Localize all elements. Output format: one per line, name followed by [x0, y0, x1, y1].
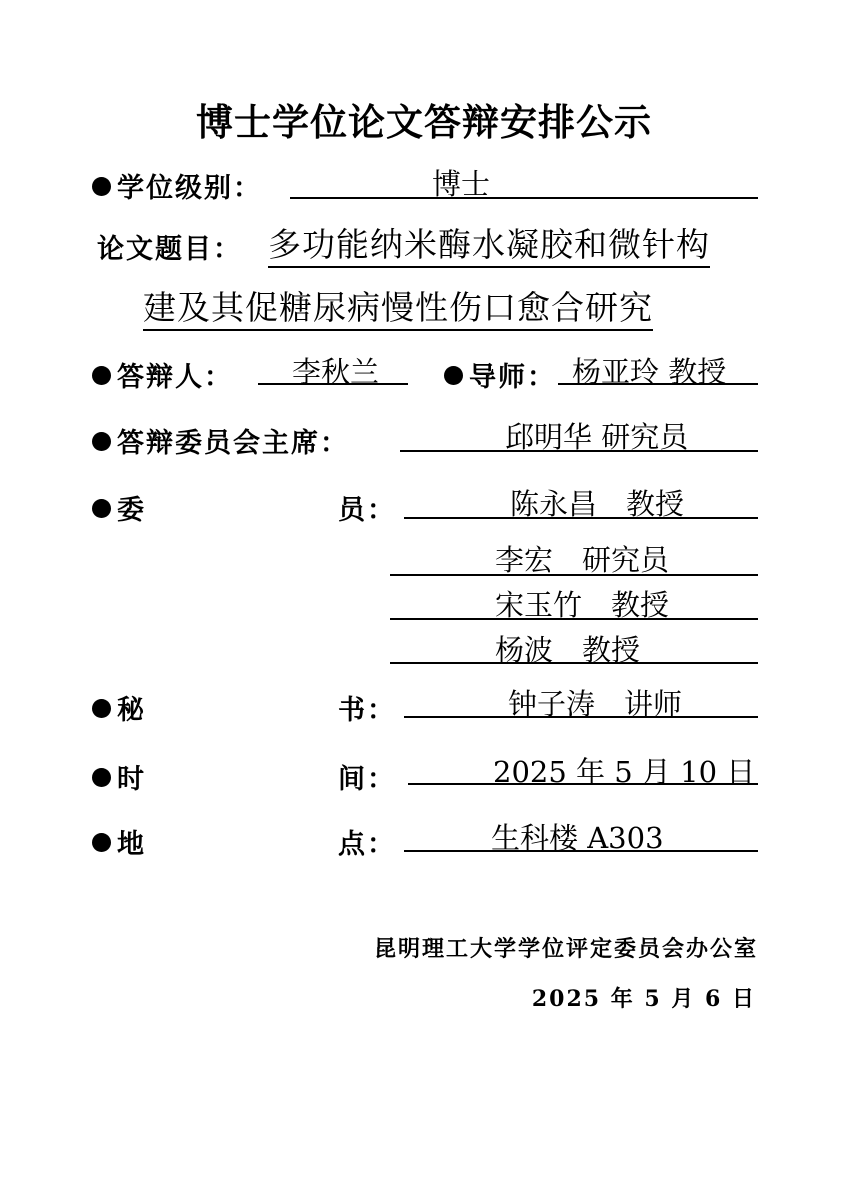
issuing-office: 昆明理工大学学位评定委员会办公室 — [373, 936, 758, 962]
member-3: 宋玉竹 教授 — [495, 588, 670, 622]
members-label-row — [92, 488, 146, 527]
time-label-row — [92, 757, 146, 796]
degree-underline — [290, 197, 758, 199]
member-4: 杨波 教授 — [495, 633, 641, 667]
chair-value: 邱明华 研究员 — [505, 420, 689, 454]
place-label-row — [92, 822, 146, 861]
members-label-right: 员： — [338, 495, 396, 526]
member-4-underline — [390, 662, 758, 664]
time-underline — [408, 783, 758, 785]
bullet-icon — [92, 833, 111, 852]
member-3-underline — [390, 618, 758, 620]
bullet-icon — [92, 432, 111, 451]
defender-value: 李秋兰 — [292, 355, 380, 389]
degree-label-row — [92, 166, 262, 205]
member-1: 陈永昌 教授 — [510, 487, 685, 521]
bullet-icon — [92, 699, 111, 718]
place-value: 生科楼 A303 — [491, 821, 664, 855]
bullet-icon — [444, 366, 463, 385]
page-title: 博士学位论文答辩安排公示 — [196, 100, 652, 144]
thesis-title-line2: 建及其促糖尿病慢性伤口愈合研究 — [143, 282, 653, 329]
place-label-left: 地 — [117, 829, 146, 860]
member-1-underline — [404, 517, 758, 519]
defender-label: 答辩人： — [117, 362, 233, 393]
secretary-label-right: 书： — [338, 695, 396, 726]
bullet-icon — [92, 768, 111, 787]
issue-date: 2025 年 5 月 6 日 — [531, 986, 756, 1012]
time-label-left: 时 — [117, 764, 146, 795]
member-2: 李宏 研究员 — [495, 543, 670, 577]
secretary-underline — [404, 716, 758, 718]
time-label-right: 间： — [338, 764, 396, 795]
defender-underline — [258, 383, 408, 385]
members-label-left: 委 — [117, 495, 146, 526]
advisor-label: 导师： — [469, 362, 556, 393]
time-value: 2025 年 5 月 10 日 — [493, 755, 756, 789]
thesis-title-line1: 多功能纳米酶水凝胶和微针构 — [268, 219, 710, 266]
advisor-underline — [558, 383, 758, 385]
bullet-icon — [92, 177, 111, 196]
thesis-label: 论文题目： — [97, 234, 242, 265]
advisor-value: 杨亚玲 教授 — [572, 355, 727, 389]
secretary-label-left: 秘 — [117, 695, 146, 726]
bullet-icon — [92, 366, 111, 385]
degree-label: 学位级别： — [117, 173, 262, 204]
degree-value: 博士 — [432, 167, 491, 201]
chair-label: 答辩委员会主席： — [117, 428, 349, 459]
place-underline — [404, 850, 758, 852]
secretary-value: 钟子涛 讲师 — [508, 687, 683, 721]
secretary-label-row — [92, 688, 146, 727]
member-2-underline — [390, 574, 758, 576]
place-label-right: 点： — [338, 829, 396, 860]
chair-label-row — [92, 421, 349, 460]
bullet-icon — [92, 499, 111, 518]
chair-underline — [400, 450, 758, 452]
defender-label-row — [92, 355, 233, 394]
advisor-label-row — [444, 355, 556, 394]
